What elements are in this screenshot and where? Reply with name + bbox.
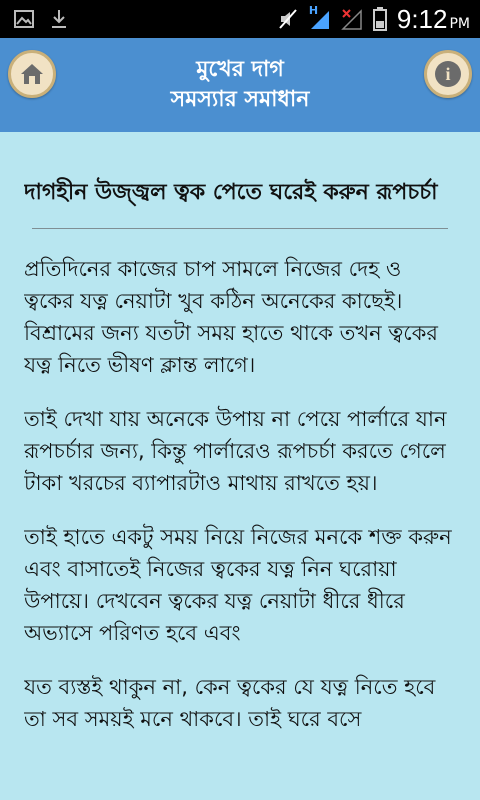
paragraph-4: যত ব্যস্তই থাকুন না, কেন ত্বকের যে যত্ন নিতে হবে তা সব সময়ই মনে থাকবে। তাই ঘরে বসে [24,675,436,731]
article-subheading: দাগহীন উজ্জ্বল ত্বক পেতে ঘরেই করুন রূপচর্চা [24,180,438,205]
home-icon [20,63,44,85]
title-line-2: সমস্যার সমাধান [170,87,310,112]
info-glyph: i [445,63,451,84]
signal-icon [308,4,331,30]
download-icon [50,9,68,29]
title-line-1: মুখের দাগ [196,57,284,82]
info-button[interactable] [424,50,472,98]
paragraph-1: প্রতিদিনের কাজের চাপ সামলে নিজের দেহ ও ত্বকের যত্ন নেয়াটা খুব কঠিন অনেকের কাছেই। বিশ্রামের জন্য যতটা সময় হাতে থাকে তখন ত্বকের যত্ন নিতে ভীষণ ক্লান্ত লাগে। [24,257,438,377]
clock-ampm: PM [449,15,470,32]
home-button[interactable] [8,50,56,98]
paragraph-3: তাই হাতে একটু সময় নিয়ে নিজের মনকে শক্ত করুন এবং বাসাতেই নিজের ত্বকের যত্ন নিন ঘরোয়া উপায়ে। দেখবেন ত্বকের যত্ন নেয়াটা ধীরে ধীরে অভ্যাসে পরিণত হবে এবং [24,525,452,645]
mute-icon [277,8,299,30]
article-content [24,132,456,800]
page-title [171,55,310,115]
clock-time: 9:12 [396,3,448,34]
paragraph-2: তাই দেখা যায় অনেকে উপায় না পেয়ে পার্লারে যান রূপচর্চার জন্য, কিন্তু পার্লারেও রূপচর্চা করতে গেলে টাকা খরচের ব্যাপারটাও মাথায় রাখতে হয়। [24,407,447,495]
info-icon [435,61,461,87]
app-header [0,38,480,132]
battery-icon [373,7,387,31]
status-bar [0,0,480,38]
no-signal-icon [341,8,363,30]
image-icon [14,10,34,28]
network-type-label: H [308,4,319,17]
divider [32,228,448,229]
